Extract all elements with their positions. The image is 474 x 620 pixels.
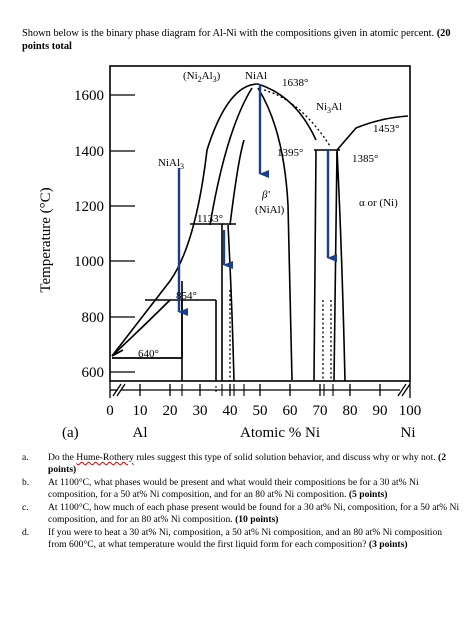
- question-b-text: At 1100°C, what phases would be present and what would their compositions be for a 30 at% Ni composition, for a 50 at% Ni composition, and for an 80 at% Ni composition.: [48, 477, 419, 500]
- questions-list: [22, 452, 462, 552]
- x-tick-10: 10: [132, 403, 148, 419]
- label-nial3: NiAl$_3$: [158, 157, 184, 171]
- y-tick-600: 600: [81, 365, 104, 381]
- y-axis-label: Temperature (°C): [38, 187, 54, 293]
- label-nial: NiAl: [245, 70, 267, 82]
- x-tick-20: 20: [162, 403, 178, 419]
- question-a-pre: Do the: [48, 452, 74, 463]
- y-tick-1600: 1600: [74, 88, 104, 104]
- question-c-marker: c.: [22, 502, 29, 513]
- label-alpha-ni: α or (Ni): [359, 197, 398, 209]
- label-ni2al3: $(Ni_2Al_3)$: [183, 70, 221, 84]
- ni2al3-right: [228, 225, 234, 381]
- question-d-text: If you were to heat a 30 at% Ni, composition, a 50 at% Ni composition, and an 80 at% Ni composition from 600°C, at what temperature would the first liquid form for each composition?: [48, 527, 443, 550]
- y-tick-1400: 1400: [74, 144, 104, 160]
- question-b-marker: b.: [22, 477, 30, 488]
- liquidus-right-top: [258, 84, 316, 140]
- curve-inner: [230, 140, 244, 225]
- question-a-points: (2 points): [48, 452, 447, 475]
- intro-points: (20 points total: [22, 28, 451, 52]
- alpha-ni-solvus: [337, 150, 345, 381]
- x-axis-label: Atomic % Ni: [240, 425, 320, 441]
- question-d-marker: d.: [22, 527, 30, 538]
- x-tick-100: 100: [398, 403, 422, 419]
- ni3al-left: [314, 150, 316, 381]
- question-c: [22, 502, 462, 526]
- x-right-element: Ni: [400, 425, 416, 441]
- x-tick-labels: [106, 403, 421, 419]
- x-tick-30: 30: [192, 403, 208, 419]
- label-1638: 1638°: [282, 77, 309, 89]
- question-a-text: rules suggest this type of solid solution behavior, and discuss why or why not.: [136, 452, 436, 463]
- label-1453: 1453°: [373, 123, 400, 135]
- x-tick-0: 0: [106, 403, 114, 419]
- x-tick-60: 60: [282, 403, 298, 419]
- panel-label: (a): [62, 425, 79, 441]
- x-tick-80: 80: [342, 403, 358, 419]
- x-left-element: Al: [132, 425, 148, 441]
- liquidus-left: [112, 84, 258, 356]
- x-tick-40: 40: [222, 403, 238, 419]
- question-a-flagged-word: Hume-Rothery: [76, 452, 134, 463]
- question-d: [22, 527, 462, 551]
- x-tick-70: 70: [312, 403, 328, 419]
- ni3al-right: [334, 150, 337, 381]
- question-a: [22, 452, 462, 476]
- x-tick-50: 50: [252, 403, 268, 419]
- composition-arrows: [179, 84, 328, 312]
- y-tick-1000: 1000: [74, 254, 104, 270]
- question-c-text: At 1100°C, how much of each phase present would be found for a 30 at% Ni, composition, for a 50 at% Ni composition, and for an 80 at% Ni composition.: [48, 502, 460, 525]
- x-tick-90: 90: [372, 403, 388, 419]
- question-a-marker: a.: [22, 452, 29, 463]
- label-1395: 1395°: [277, 147, 304, 159]
- x-axis-ticks: [110, 380, 410, 398]
- label-beta: β': [262, 189, 270, 201]
- nial-left-solvus: [210, 88, 252, 225]
- intro-sentence: Shown below is the binary phase diagram for Al-Ni with the compositions given in atomic percent.: [22, 28, 435, 39]
- label-854: 854°: [176, 290, 197, 302]
- question-b: [22, 477, 462, 501]
- question-c-points: (10 points): [235, 514, 279, 525]
- label-1133: 1133°: [197, 213, 223, 225]
- y-tick-1200: 1200: [74, 199, 104, 215]
- label-640: 640°: [138, 348, 159, 360]
- label-ni3al: $Ni_3Al$: [316, 101, 342, 115]
- nial-right-solvus: [258, 88, 292, 380]
- label-1385: 1385°: [352, 153, 379, 165]
- label-nial-beta: (NiAl): [255, 204, 285, 216]
- question-d-points: (3 points): [368, 539, 408, 550]
- y-tick-800: 800: [81, 310, 104, 326]
- question-b-points: (5 points): [348, 489, 388, 500]
